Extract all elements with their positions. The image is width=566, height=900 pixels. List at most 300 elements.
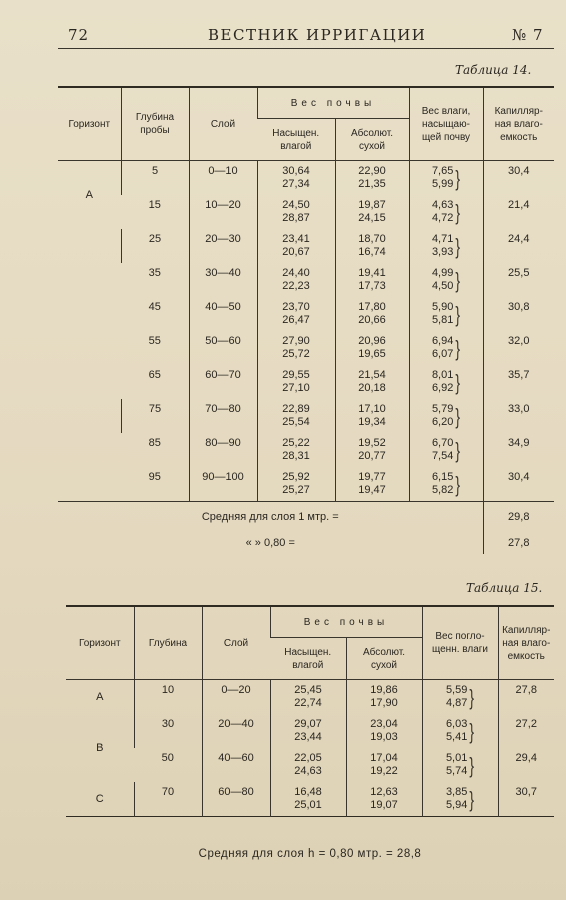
col-capacity-label: Капилляр-ная влаго-емкость <box>494 105 543 143</box>
dry-cell <box>335 263 409 297</box>
sat-cell <box>257 365 335 399</box>
moist-value: 5,59 <box>445 684 468 696</box>
moist-value: 6,07 <box>431 348 454 360</box>
col-soil-weight: Вес почвы <box>257 87 409 119</box>
col-capacity <box>483 87 554 161</box>
moist-pair <box>432 199 460 225</box>
sat-value: 20,67 <box>282 246 310 258</box>
moist-values <box>432 233 453 259</box>
depth-cell: 5 <box>121 161 189 196</box>
t15-col-saturated <box>270 638 346 680</box>
layer-cell: 20—40 <box>202 714 270 748</box>
moist-cell <box>422 680 498 715</box>
sat-values <box>294 752 322 778</box>
dry-value: 19,03 <box>370 731 398 743</box>
moist-value: 3,85 <box>445 786 468 798</box>
table-row <box>58 229 554 263</box>
moist-pair <box>432 165 460 191</box>
moist-cell <box>409 161 483 196</box>
sat-values <box>294 786 322 812</box>
sat-pair <box>294 786 322 812</box>
dry-value: 19,65 <box>358 348 386 360</box>
col-saturated-label: Насыщен. влагой <box>272 127 320 152</box>
dry-value: 21,35 <box>358 178 386 190</box>
table-14 <box>58 86 554 554</box>
moist-value: 5,79 <box>431 403 454 415</box>
sat-value: 23,70 <box>282 301 310 313</box>
sat-value: 29,07 <box>294 718 322 730</box>
dry-values <box>370 786 398 812</box>
layer-cell: 0—10 <box>189 161 257 196</box>
sat-values <box>282 301 310 327</box>
sat-cell <box>270 748 346 782</box>
brace-icon: } <box>455 165 461 191</box>
moist-cell <box>409 467 483 502</box>
table-row <box>58 263 554 297</box>
brace-icon: } <box>455 301 461 327</box>
sat-value: 27,34 <box>282 178 310 190</box>
moist-value: 4,71 <box>431 233 454 245</box>
moist-cell <box>409 433 483 467</box>
moist-value: 5,74 <box>445 765 468 777</box>
sat-value: 24,50 <box>282 199 310 211</box>
dry-cell <box>346 680 422 715</box>
layer-cell: 30—40 <box>189 263 257 297</box>
layer-cell: 20—30 <box>189 229 257 263</box>
table-row <box>58 467 554 502</box>
col-moisture-label: Вес влаги, насыщаю-щей почву <box>421 105 471 143</box>
moist-value: 5,41 <box>445 731 468 743</box>
brace-icon: } <box>469 786 475 812</box>
dry-value: 12,63 <box>370 786 398 798</box>
t15-col-absolute-dry-label: Абсолют. сухой <box>362 646 406 671</box>
moist-pair <box>432 335 460 361</box>
depth-cell: 50 <box>161 752 174 764</box>
brace-icon: } <box>455 199 461 225</box>
sat-values <box>294 718 322 744</box>
layer-cell: 10—20 <box>189 195 257 229</box>
table-row <box>58 195 554 229</box>
brace-icon: } <box>455 369 461 395</box>
moist-values <box>446 718 467 744</box>
sat-cell <box>270 714 346 748</box>
moist-cell <box>409 229 483 263</box>
sat-value: 29,55 <box>282 369 310 381</box>
dry-pair <box>370 752 398 778</box>
depth-cell: 75 <box>121 399 189 433</box>
dry-cell <box>335 433 409 467</box>
table-14-caption: Таблица 14. <box>455 63 532 77</box>
sat-cell <box>257 399 335 433</box>
col-layer: Слой <box>189 87 257 161</box>
dry-value: 16,74 <box>358 246 386 258</box>
moist-values <box>432 369 453 395</box>
layer-cell: 70—80 <box>189 399 257 433</box>
moist-value: 5,82 <box>431 484 454 496</box>
sat-value: 23,41 <box>282 233 310 245</box>
moist-cell <box>409 297 483 331</box>
t15-col-capacity-label: Капилляр-ная влаго-емкость <box>502 624 551 662</box>
sat-values <box>282 199 310 225</box>
moist-values <box>432 403 453 429</box>
moist-value: 6,70 <box>431 437 454 449</box>
moist-cell <box>422 748 498 782</box>
table-15-caption: Таблица 15. <box>466 581 543 595</box>
moist-value: 6,92 <box>431 382 454 394</box>
summary-value-2: 27,8 <box>483 532 554 554</box>
dry-pair <box>370 718 398 744</box>
moist-value: 4,50 <box>431 280 454 292</box>
sat-cell <box>257 263 335 297</box>
capacity-cell: 24,4 <box>483 229 554 263</box>
dry-cell <box>335 195 409 229</box>
moist-pair <box>446 752 474 778</box>
moist-cell <box>409 399 483 433</box>
dry-pair <box>358 335 386 361</box>
moist-values <box>432 199 453 225</box>
brace-icon: } <box>469 718 475 744</box>
layer-cell: 40—50 <box>189 297 257 331</box>
sat-value: 23,44 <box>294 731 322 743</box>
sat-value: 24,63 <box>294 765 322 777</box>
sat-cell <box>257 195 335 229</box>
depth-cell: 55 <box>148 335 161 347</box>
table-row <box>66 782 554 817</box>
moist-cell <box>409 195 483 229</box>
dry-pair <box>358 233 386 259</box>
moist-pair <box>432 233 460 259</box>
dry-value: 18,70 <box>358 233 386 245</box>
dry-value: 19,87 <box>358 199 386 211</box>
dry-pair <box>358 199 386 225</box>
depth-cell: 45 <box>148 301 161 313</box>
moist-cell <box>409 365 483 399</box>
dry-values <box>370 684 398 710</box>
dry-value: 19,34 <box>358 416 386 428</box>
dry-pair <box>370 786 398 812</box>
sat-values <box>282 233 310 259</box>
dry-value: 20,18 <box>358 382 386 394</box>
dry-value: 20,96 <box>358 335 386 347</box>
moist-value: 8,01 <box>431 369 454 381</box>
sat-value: 22,23 <box>282 280 310 292</box>
dry-values <box>358 233 386 259</box>
moist-values <box>432 335 453 361</box>
moist-cell <box>409 263 483 297</box>
moist-pair <box>432 437 460 463</box>
dry-value: 22,90 <box>358 165 386 177</box>
moist-values <box>432 301 453 327</box>
sat-cell <box>270 680 346 715</box>
depth-cell: 35 <box>148 267 161 279</box>
layer-cell: 90—100 <box>189 467 257 502</box>
depth-cell: 25 <box>121 229 189 263</box>
t15-col-saturated-label: Насыщен. влагой <box>284 646 332 671</box>
layer-cell: 80—90 <box>189 433 257 467</box>
sat-value: 27,10 <box>282 382 310 394</box>
dry-cell <box>335 297 409 331</box>
page-number: 72 <box>68 26 90 44</box>
brace-icon: } <box>455 335 461 361</box>
dry-cell <box>335 399 409 433</box>
depth-cell: 10 <box>134 680 202 715</box>
sat-pair <box>282 369 310 395</box>
sat-pair <box>282 403 310 429</box>
moist-value: 3,93 <box>431 246 454 258</box>
dry-value: 19,22 <box>370 765 398 777</box>
sat-value: 22,89 <box>282 403 310 415</box>
depth-cell: 15 <box>148 199 161 211</box>
moist-value: 4,63 <box>431 199 454 211</box>
sat-value: 24,40 <box>282 267 310 279</box>
capacity-cell: 35,7 <box>483 365 554 399</box>
moist-value: 4,87 <box>445 697 468 709</box>
table-15 <box>66 605 554 817</box>
table-row <box>66 714 554 748</box>
t15-col-soil-weight: Вес почвы <box>270 606 422 638</box>
sat-cell <box>270 782 346 817</box>
horizon-cell: B <box>96 742 104 754</box>
dry-cell <box>346 782 422 817</box>
capacity-cell: 21,4 <box>483 195 554 229</box>
col-moisture <box>409 87 483 161</box>
moist-value: 7,54 <box>431 450 454 462</box>
t15-col-horizon: Горизонт <box>66 606 134 680</box>
dry-value: 17,73 <box>358 280 386 292</box>
dry-values <box>358 403 386 429</box>
dry-values <box>358 301 386 327</box>
issue-number: № 7 <box>512 26 544 44</box>
sat-value: 25,45 <box>294 684 322 696</box>
dry-value: 17,80 <box>358 301 386 313</box>
moist-values <box>446 752 467 778</box>
moist-pair <box>432 471 460 497</box>
sat-value: 22,05 <box>294 752 322 764</box>
moist-cell <box>422 782 498 817</box>
capacity-cell: 30,4 <box>483 161 554 196</box>
sat-values <box>294 684 322 710</box>
moist-pair <box>432 403 460 429</box>
dry-value: 19,52 <box>358 437 386 449</box>
sat-pair <box>282 471 310 497</box>
moist-value: 6,20 <box>431 416 454 428</box>
sat-values <box>282 437 310 463</box>
sat-pair <box>282 437 310 463</box>
capacity-cell: 30,7 <box>498 782 554 817</box>
t15-col-absolute-dry <box>346 638 422 680</box>
table-15-footer: Средняя для слоя h = 0,80 мтр. = 28,8 <box>198 848 422 860</box>
moist-pair <box>446 684 474 710</box>
sat-value: 30,64 <box>282 165 310 177</box>
table-row <box>58 433 554 467</box>
sat-pair <box>294 718 322 744</box>
sat-pair <box>282 267 310 293</box>
sat-value: 22,74 <box>294 697 322 709</box>
t15-col-moisture <box>422 606 498 680</box>
moist-values <box>432 471 453 497</box>
capacity-cell: 33,0 <box>483 399 554 433</box>
brace-icon: } <box>455 403 461 429</box>
table-row <box>66 680 554 715</box>
dry-value: 19,41 <box>358 267 386 279</box>
sat-values <box>282 165 310 191</box>
layer-cell: 50—60 <box>189 331 257 365</box>
horizon-cell: A <box>96 691 104 703</box>
col-horizon: Горизонт <box>58 87 121 161</box>
depth-cell: 70 <box>134 782 202 817</box>
sat-cell <box>257 297 335 331</box>
t15-col-layer: Слой <box>202 606 270 680</box>
moist-values <box>446 684 467 710</box>
capacity-cell: 30,4 <box>483 467 554 502</box>
brace-icon: } <box>469 752 475 778</box>
t15-col-moisture-label: Вес погло-щенн. влаги <box>432 631 488 655</box>
capacity-cell: 32,0 <box>483 331 554 365</box>
horizon-cell: C <box>95 793 104 805</box>
sat-cell <box>257 161 335 196</box>
moist-value: 5,01 <box>445 752 468 764</box>
capacity-cell: 25,5 <box>483 263 554 297</box>
moist-cell <box>409 331 483 365</box>
moist-pair <box>446 786 474 812</box>
moist-value: 6,15 <box>431 471 454 483</box>
depth-cell: 30 <box>134 714 202 748</box>
sat-values <box>282 335 310 361</box>
moist-value: 5,94 <box>445 799 468 811</box>
moist-cell <box>422 714 498 748</box>
moist-value: 4,72 <box>431 212 454 224</box>
brace-icon: } <box>455 437 461 463</box>
journal-title: ВЕСТНИК ИРРИГАЦИИ <box>208 26 427 44</box>
moist-pair <box>432 267 460 293</box>
sat-pair <box>294 684 322 710</box>
dry-pair <box>358 267 386 293</box>
dry-cell <box>335 331 409 365</box>
t15-col-capacity <box>498 606 554 680</box>
table-row <box>58 365 554 399</box>
dry-values <box>358 165 386 191</box>
table-row <box>58 399 554 433</box>
moist-values <box>446 786 467 812</box>
moist-values <box>432 165 453 191</box>
dry-values <box>370 752 398 778</box>
sat-pair <box>282 199 310 225</box>
moist-value: 5,81 <box>431 314 454 326</box>
sat-pair <box>282 335 310 361</box>
dry-values <box>358 369 386 395</box>
sat-pair <box>282 233 310 259</box>
dry-values <box>358 199 386 225</box>
dry-value: 17,90 <box>370 697 398 709</box>
layer-cell: 60—80 <box>202 782 270 817</box>
dry-value: 20,77 <box>358 450 386 462</box>
summary-label-2: « » 0,80 = <box>245 537 295 549</box>
moist-pair <box>432 301 460 327</box>
dry-cell <box>335 467 409 502</box>
dry-value: 17,04 <box>370 752 398 764</box>
table-row <box>66 748 554 782</box>
dry-values <box>358 335 386 361</box>
dry-cell <box>346 714 422 748</box>
col-absolute-dry <box>335 119 409 161</box>
dry-cell <box>335 229 409 263</box>
dry-values <box>370 718 398 744</box>
brace-icon: } <box>455 471 461 497</box>
capacity-cell: 34,9 <box>483 433 554 467</box>
table-15-body <box>66 680 554 817</box>
sat-cell <box>257 467 335 502</box>
dry-value: 19,07 <box>370 799 398 811</box>
table-row <box>58 161 554 196</box>
dry-cell <box>346 748 422 782</box>
sat-value: 26,47 <box>282 314 310 326</box>
moist-value: 5,90 <box>431 301 454 313</box>
sat-value: 25,54 <box>282 416 310 428</box>
dry-value: 19,47 <box>358 484 386 496</box>
sat-cell <box>257 229 335 263</box>
moist-value: 6,03 <box>445 718 468 730</box>
dry-pair <box>358 369 386 395</box>
sat-value: 25,72 <box>282 348 310 360</box>
dry-pair <box>358 403 386 429</box>
layer-cell: 0—20 <box>202 680 270 715</box>
capacity-cell: 27,2 <box>498 714 554 748</box>
capacity-cell: 29,4 <box>498 748 554 782</box>
sat-value: 25,22 <box>282 437 310 449</box>
dry-pair <box>358 165 386 191</box>
dry-values <box>358 471 386 497</box>
sat-value: 25,27 <box>282 484 310 496</box>
sat-pair <box>282 165 310 191</box>
sat-pair <box>294 752 322 778</box>
dry-cell <box>335 365 409 399</box>
dry-value: 19,77 <box>358 471 386 483</box>
dry-pair <box>370 684 398 710</box>
depth-cell: 95 <box>148 471 161 483</box>
brace-icon: } <box>469 684 475 710</box>
dry-pair <box>358 301 386 327</box>
dry-pair <box>358 471 386 497</box>
horizon-cell <box>58 229 121 399</box>
layer-cell: 60—70 <box>189 365 257 399</box>
horizon-cell <box>58 399 121 502</box>
moist-value: 6,94 <box>431 335 454 347</box>
dry-pair <box>358 437 386 463</box>
moist-pair <box>446 718 474 744</box>
moist-value: 5,99 <box>431 178 454 190</box>
dry-value: 24,15 <box>358 212 386 224</box>
sat-values <box>282 369 310 395</box>
sat-cell <box>257 433 335 467</box>
col-depth <box>121 87 189 161</box>
dry-cell <box>335 161 409 196</box>
summary-label-1: Средняя для слоя 1 мтр. = <box>58 502 483 533</box>
brace-icon: } <box>455 267 461 293</box>
moist-value: 4,99 <box>431 267 454 279</box>
moist-pair <box>432 369 460 395</box>
table-row <box>58 331 554 365</box>
sat-value: 28,31 <box>282 450 310 462</box>
sat-pair <box>282 301 310 327</box>
table-14-body <box>58 161 554 502</box>
col-saturated <box>257 119 335 161</box>
depth-cell: 85 <box>148 437 161 449</box>
depth-cell: 65 <box>148 369 161 381</box>
col-absolute-dry-label: Абсолют. сухой <box>350 127 394 152</box>
sat-value: 28,87 <box>282 212 310 224</box>
capacity-cell: 30,8 <box>483 297 554 331</box>
moist-value: 7,65 <box>431 165 454 177</box>
